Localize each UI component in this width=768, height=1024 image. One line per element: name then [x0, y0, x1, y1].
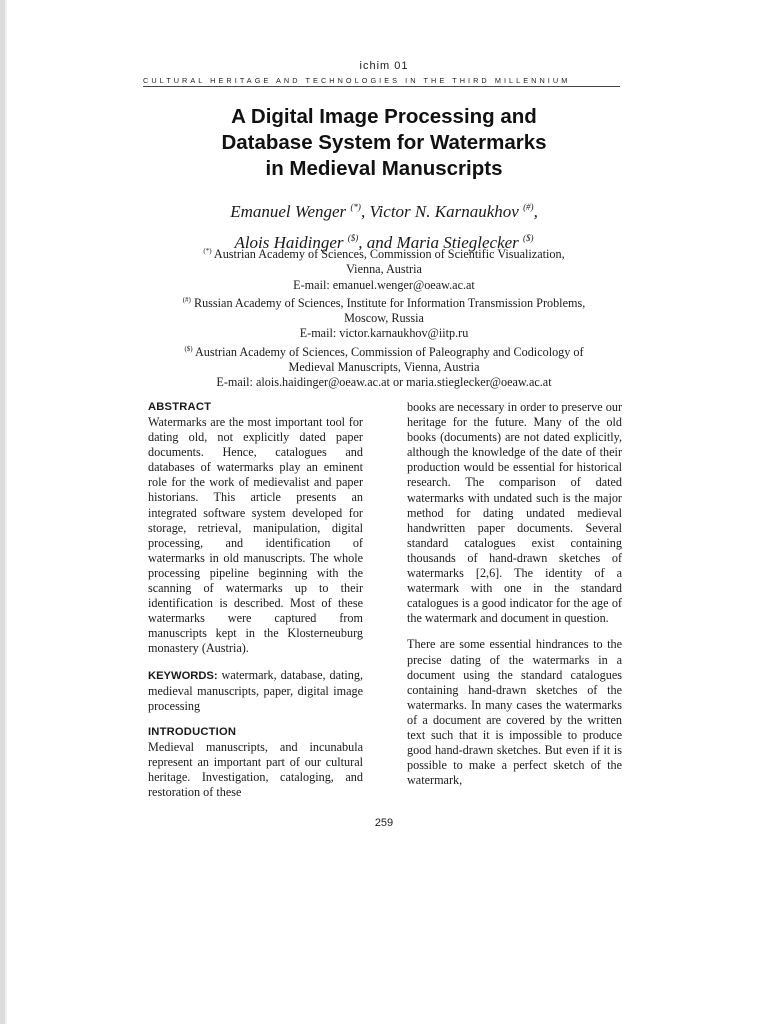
author-name: Maria Stieglecker: [396, 233, 519, 252]
affiliation-line: Vienna, Austria: [346, 262, 422, 277]
title-line: A Digital Image Processing and: [231, 105, 537, 128]
affiliation-email: E-mail: victor.karnaukhov@iitp.ru: [299, 326, 469, 341]
affiliation-mark: ($): [184, 344, 193, 353]
introduction-heading: INTRODUCTION: [148, 725, 237, 738]
author-name: Emanuel Wenger: [230, 202, 347, 221]
author-separator: , and: [358, 233, 397, 252]
affiliations: [0, 244, 768, 391]
affiliation-email: E-mail: emanuel.wenger@oeaw.ac.at: [293, 277, 475, 292]
author-name: Alois Haidinger: [234, 233, 344, 252]
affiliation-line: [0, 293, 768, 311]
author-name: Victor N. Karnaukhov: [369, 202, 519, 221]
affiliation-line: Moscow, Russia: [344, 311, 424, 326]
author-mark: ($): [523, 233, 534, 243]
right-column: [407, 400, 622, 788]
page-number: 259: [374, 817, 394, 829]
affiliation-email: E-mail: alois.haidinger@oeaw.ac.at or maria.stieglecker@oeaw.ac.at: [216, 375, 552, 390]
keywords-paragraph: [148, 668, 363, 714]
affiliation-text: Russian Academy of Sciences, Institute for Information Transmission Problems,: [193, 295, 586, 310]
author-mark: (#): [523, 202, 534, 212]
body-paragraph: books are necessary in order to preserve our heritage for the future. Many of the old books (documents) are not dated explicitly, although the knowledge of the date of their production would be essential for historical research. The comparison of dated watermarks with undated such is the major method for dating undated medieval handwritten paper documents. Several standard catalogues exist containing thousands of hand-drawn sketches of watermarks [2,6]. The identity of a watermark with one in the standard catalogues is a good indicator for the age of the watermark and document in question.: [407, 400, 622, 626]
series-title: CULTURAL HERITAGE AND TECHNOLOGIES IN THE THIRD MILLENNIUM: [143, 76, 571, 85]
keywords-label: KEYWORDS:: [148, 669, 218, 682]
title-line: in Medieval Manuscripts: [265, 157, 503, 180]
abstract-text: Watermarks are the most important tool for dating old, not explicitly dated paper documents. Hence, catalogues and databases of watermarks play an eminent role for the work of medievalist and paper historians. This article presents an integrated software system developed for storage, retrieval, manipulation, digital processing, and identification of watermarks in old manuscripts. The whole processing pipeline beginning with the scanning of watermarks up to their identification is described. Most of these watermarks were captured from manuscripts kept in the Klosterneuburg monastery (Austria).: [148, 415, 363, 656]
keywords-text: watermark, database, dating, medieval manuscripts, paper, digital image processing: [148, 667, 363, 713]
author-mark: (*): [350, 202, 361, 212]
body-paragraph: There are some essential hindrances to the precise dating of the watermarks in a document using the standard catalogues containing hand-drawn sketches of the watermarks. In many cases the watermarks of a document are covered by the written text such that it is impossible to produce good hand-drawn sketches. But even if it is possible to make a perfect sketch of the watermark,: [407, 637, 622, 788]
author-separator: ,: [533, 202, 538, 221]
affiliation-text: Austrian Academy of Sciences, Commission of Scientific Visualization,: [213, 247, 565, 261]
author-mark: ($): [347, 233, 359, 243]
running-head: ichim 01: [359, 60, 409, 72]
introduction-text: Medieval manuscripts, and incunabula represent an important part of our cultural heritage. Investigation, cataloging, and restoration of these: [148, 739, 363, 800]
title-line: Database System for Watermarks: [221, 131, 547, 154]
header-rule: [143, 86, 620, 87]
author-line: [0, 194, 768, 225]
affiliation-text: Austrian Academy of Sciences, Commission of Paleography and Codicology of: [194, 344, 584, 359]
affiliation-line: [0, 342, 768, 360]
affiliation-mark: (*): [203, 247, 212, 255]
author-separator: ,: [360, 202, 370, 221]
affiliation-line: Medieval Manuscripts, Vienna, Austria: [288, 360, 480, 375]
abstract-heading: ABSTRACT: [148, 401, 212, 413]
paper-title: [0, 104, 768, 182]
affiliation-line: [0, 244, 768, 262]
affiliation-mark: (#): [182, 295, 191, 304]
left-column: [148, 400, 363, 800]
